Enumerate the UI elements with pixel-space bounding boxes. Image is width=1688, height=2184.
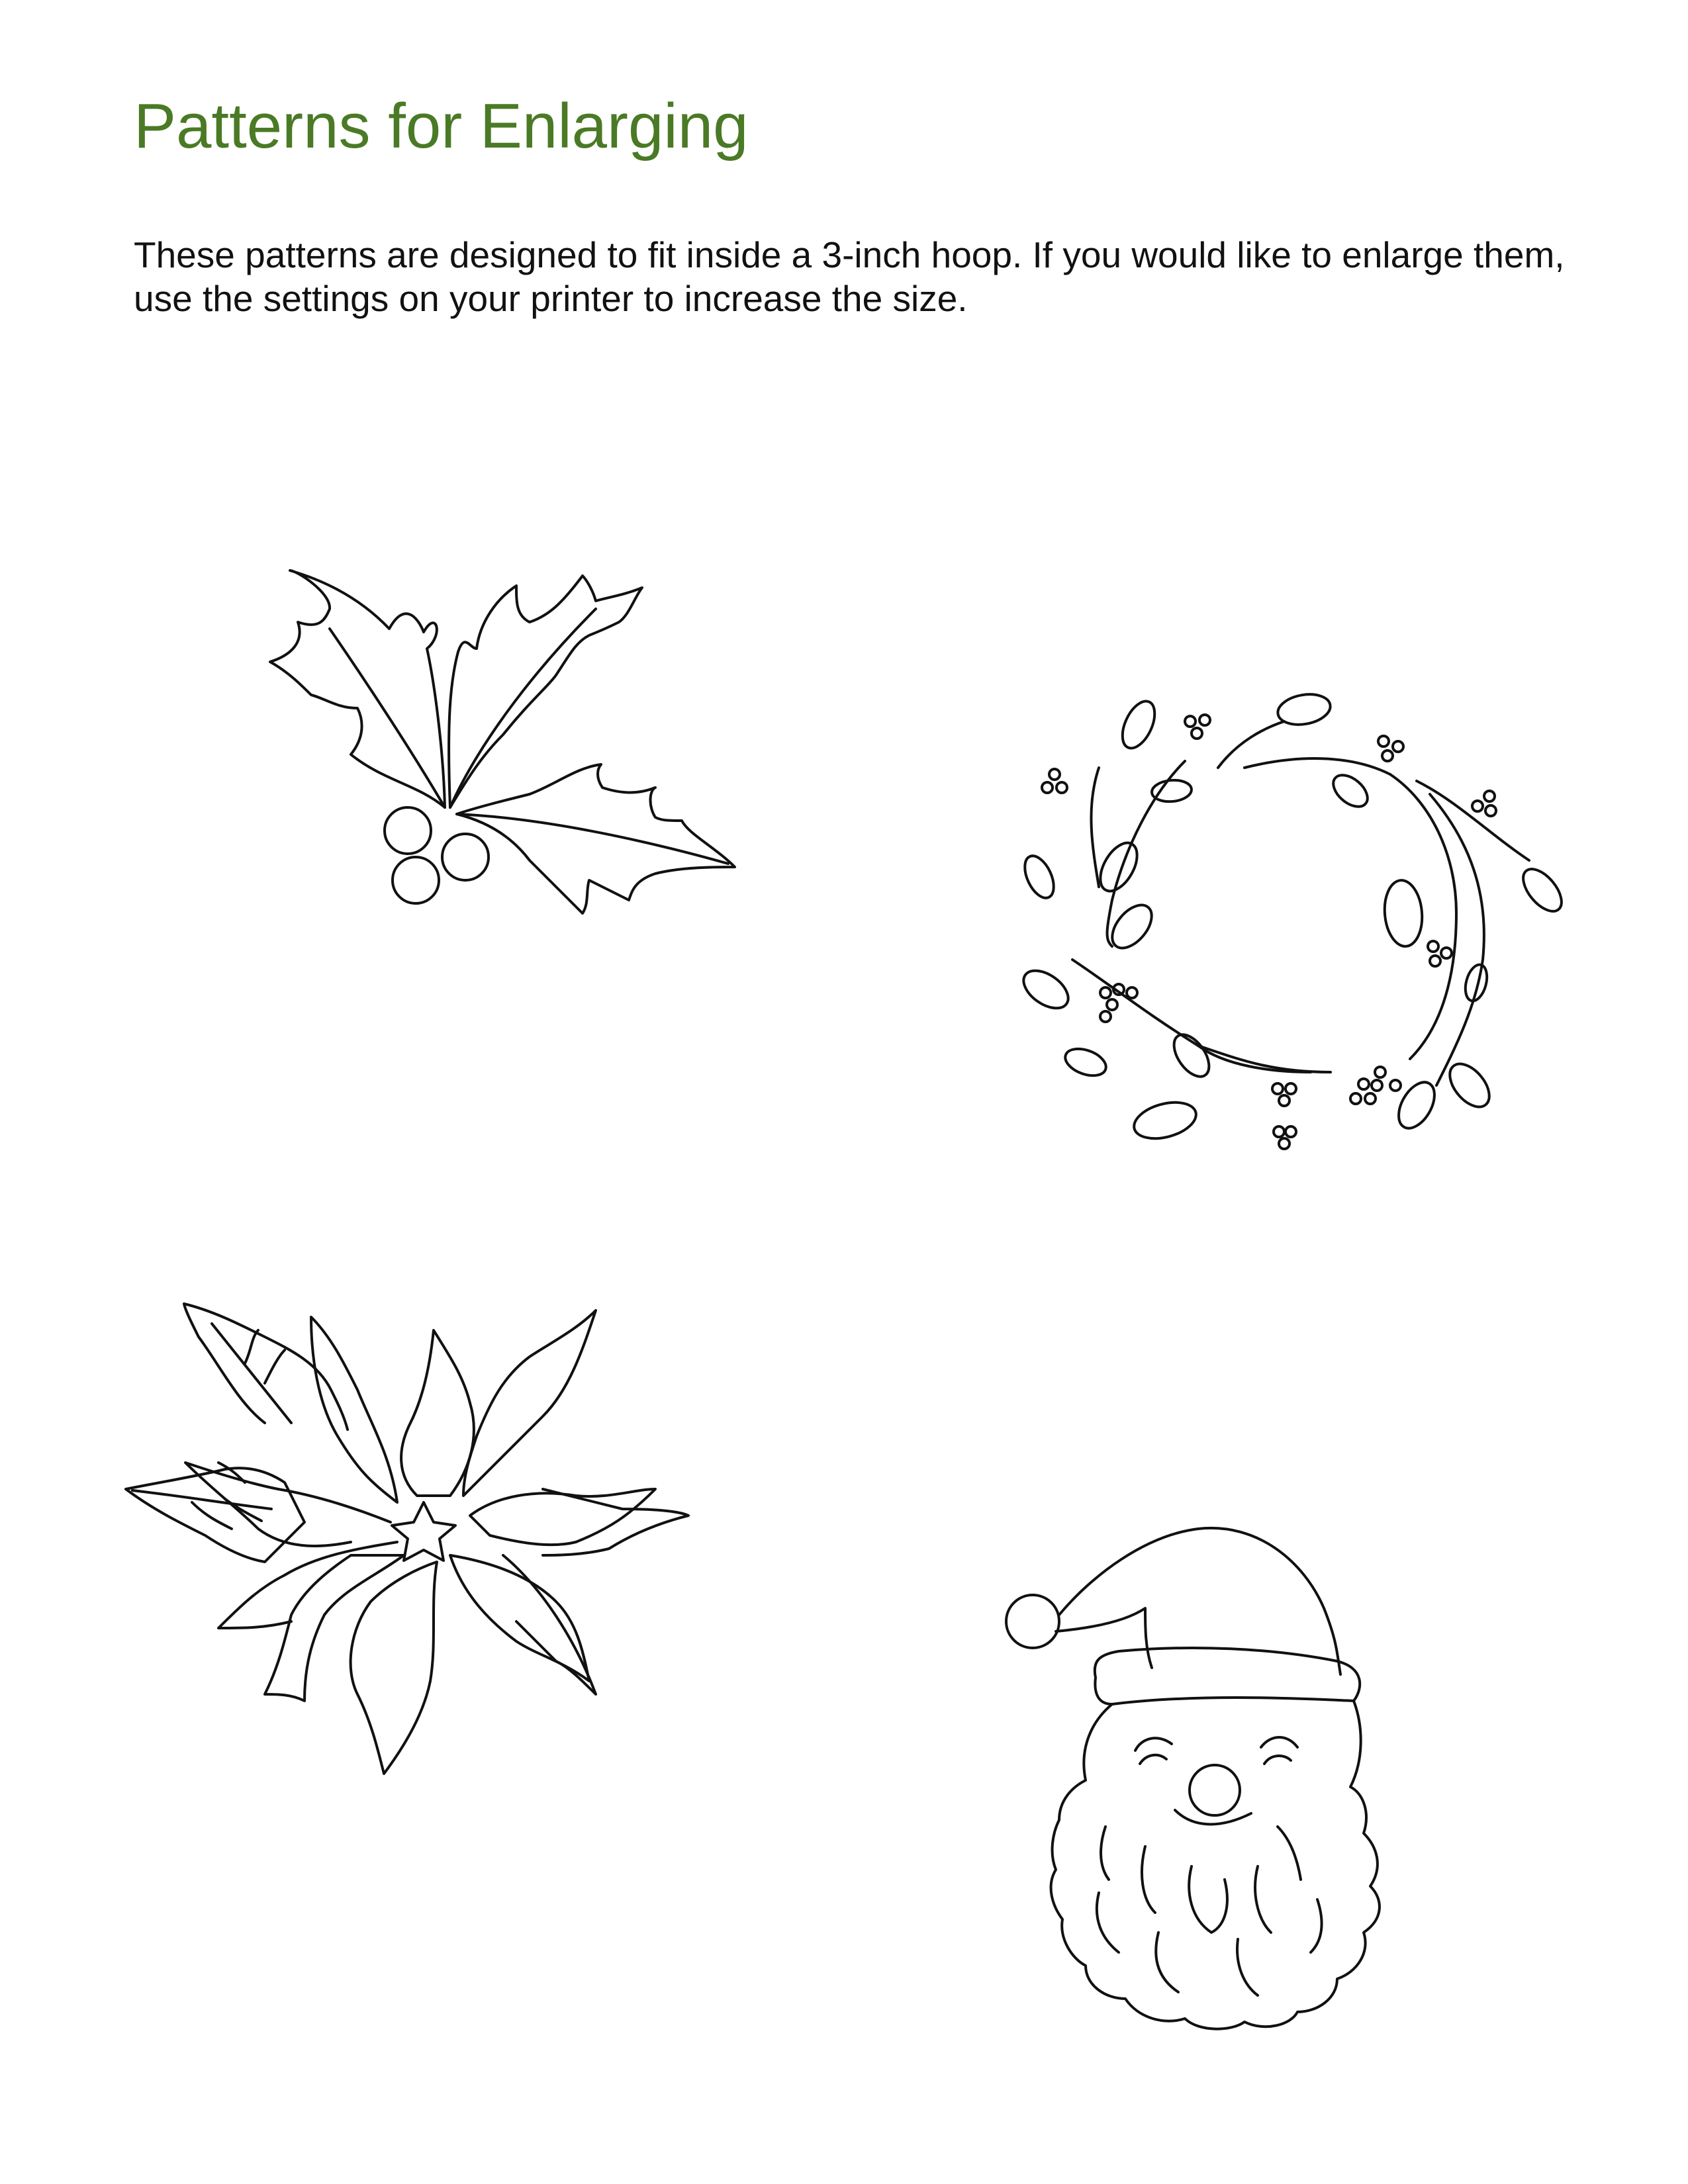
poinsettia-leaf [184, 1304, 348, 1430]
poinsettia-petal [470, 1489, 655, 1545]
wreath-leaf [1391, 1076, 1442, 1134]
wreath-leaf [1516, 862, 1568, 918]
intro-text: These patterns are designed to fit inside a 3-inch hoop. If you would like to enlarge them, use the settings on your printer to increase the size. [134, 234, 1565, 319]
wreath-leaf [1151, 778, 1193, 803]
wreath-leaf [1276, 690, 1333, 728]
wreath-leaf [1327, 769, 1373, 813]
wreath-leaf [1167, 1028, 1216, 1083]
holly-berry [385, 807, 431, 854]
berry-cluster [1100, 984, 1137, 1022]
poinsettia-icon [119, 1271, 715, 1787]
page-title: Patterns for Enlarging [134, 91, 749, 161]
poinsettia-petal [351, 1562, 437, 1774]
holly-leaf-left [270, 570, 445, 807]
santa-eye [1261, 1737, 1297, 1747]
santa-hat [1059, 1528, 1340, 1674]
santa-hat-brim [1095, 1648, 1360, 1704]
poinsettia-petal [311, 1317, 397, 1502]
berry-cluster [1272, 1083, 1296, 1106]
santa-nose [1190, 1765, 1240, 1815]
berry-wreath-icon [1019, 675, 1569, 1158]
poinsettia-center [392, 1502, 455, 1561]
wreath-leaf [1116, 696, 1161, 753]
wreath-leaf [1130, 1096, 1200, 1144]
berry-cluster [1428, 941, 1452, 966]
poinsettia-petal [463, 1310, 596, 1496]
poinsettia-leaf [126, 1468, 305, 1562]
santa-eye [1135, 1738, 1172, 1751]
poinsettia-petal [265, 1555, 404, 1701]
santa-smile [1175, 1810, 1251, 1824]
holly-leaf-middle [449, 576, 642, 807]
poinsettia-petal [450, 1555, 589, 1681]
berry-cluster [1042, 769, 1067, 793]
berry-cluster [1274, 1126, 1296, 1149]
poinsettia-petal [401, 1330, 474, 1496]
wreath-leaf [1062, 1044, 1109, 1081]
santa-pom-pom [1006, 1595, 1059, 1648]
santa-beard [1051, 1701, 1380, 2029]
santa-face-icon [993, 1509, 1443, 2038]
holly-berry [393, 857, 439, 903]
wreath-leaf [1017, 963, 1074, 1016]
holly-berry [442, 834, 489, 880]
poinsettia-petal [185, 1463, 391, 1546]
wreath-leaf [1093, 837, 1145, 897]
berry-cluster [1185, 715, 1210, 739]
berry-cluster [1472, 791, 1496, 816]
berry-cluster [1350, 1067, 1401, 1104]
wreath-leaf [1442, 1057, 1497, 1115]
holly-leaf-right [457, 764, 735, 913]
berry-cluster [1378, 736, 1403, 761]
holly-icon [252, 556, 755, 927]
wreath-leaf [1382, 879, 1425, 948]
wreath-leaf [1462, 962, 1490, 1003]
wreath-leaf [1019, 852, 1059, 903]
